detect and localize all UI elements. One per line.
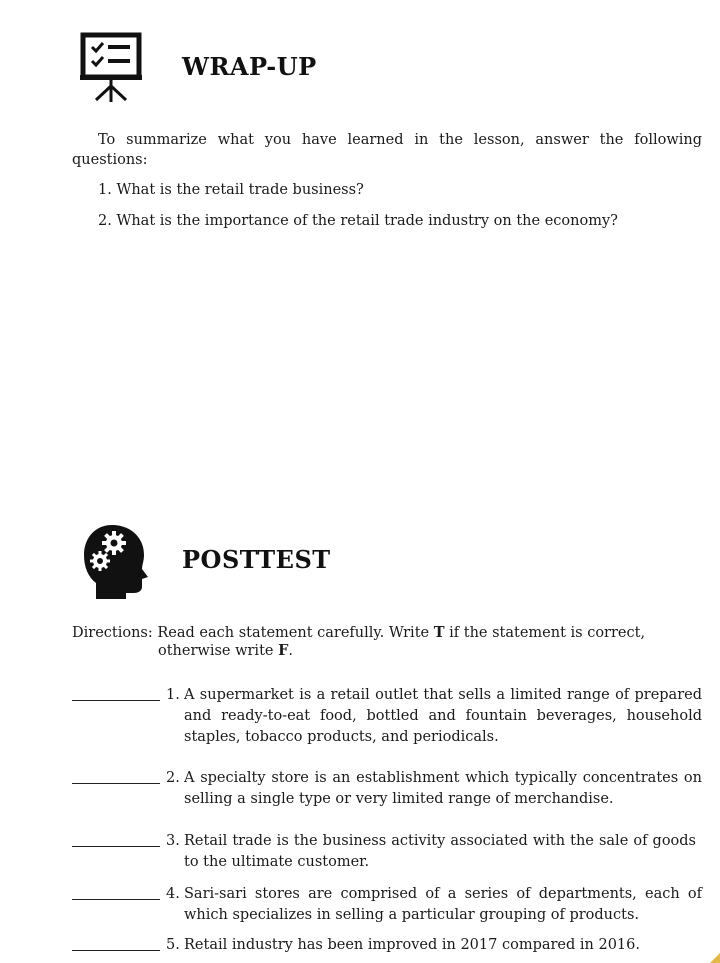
item-1-line-3: staples, tobacco products, and periodicals. xyxy=(184,729,499,745)
item-2-line-1: A specialty store is an establishment which typically concentrates on xyxy=(184,770,702,786)
answer-blank-5[interactable] xyxy=(72,950,160,951)
item-4-line-1: Sari-sari stores are comprised of a series of departments, each of xyxy=(184,886,702,902)
directions-true-letter: T xyxy=(433,624,445,641)
item-number-5: 5. xyxy=(166,937,180,953)
wrapup-intro-line2: questions: xyxy=(72,152,148,168)
wrapup-icon-wrap xyxy=(80,32,142,104)
item-number-4: 4. xyxy=(166,886,180,902)
presentation-board-checklist-icon xyxy=(80,32,142,104)
head-gears-icon xyxy=(82,523,148,599)
item-5-line-1: Retail industry has been improved in 2017 compared in 2016. xyxy=(184,937,640,953)
directions-label: Directions: xyxy=(72,625,153,641)
answer-blank-3[interactable] xyxy=(72,846,160,847)
wrapup-intro-line1: To summarize what you have learned in the lesson, answer the following xyxy=(98,132,702,148)
page-corner-decoration xyxy=(710,953,720,963)
directions-text-c: otherwise write xyxy=(158,643,279,659)
item-4-line-2: which specializes in selling a particular grouping of products. xyxy=(184,907,640,923)
directions-text-a: Read each statement carefully. Write xyxy=(157,625,434,641)
item-1-line-2: and ready-to-eat food, bottled and fountain beverages, household xyxy=(184,708,702,724)
wrapup-title: WRAP-UP xyxy=(182,52,317,81)
answer-blank-4[interactable] xyxy=(72,899,160,900)
directions-text-b: if the statement is correct, xyxy=(444,625,646,641)
item-number-1: 1. xyxy=(166,687,180,703)
directions-false-letter: F xyxy=(278,642,289,659)
item-number-3: 3. xyxy=(166,833,180,849)
posttest-icon-wrap xyxy=(82,523,148,599)
posttest-title: POSTTEST xyxy=(182,545,331,574)
item-1-line-1: A supermarket is a retail outlet that sells a limited range of prepared xyxy=(184,687,702,703)
answer-blank-2[interactable] xyxy=(72,783,160,784)
directions-line2 xyxy=(158,640,293,662)
item-2-line-2: selling a single type or very limited range of merchandise. xyxy=(184,791,614,807)
item-3-line-2: to the ultimate customer. xyxy=(184,854,370,870)
wrapup-question-1: 1. What is the retail trade business? xyxy=(98,182,364,198)
item-3-line-1: Retail trade is the business activity associated with the sale of goods xyxy=(184,833,696,849)
directions-text-d: . xyxy=(288,643,293,659)
answer-blank-1[interactable] xyxy=(72,700,160,701)
wrapup-question-2: 2. What is the importance of the retail trade industry on the economy? xyxy=(98,213,618,229)
item-number-2: 2. xyxy=(166,770,180,786)
